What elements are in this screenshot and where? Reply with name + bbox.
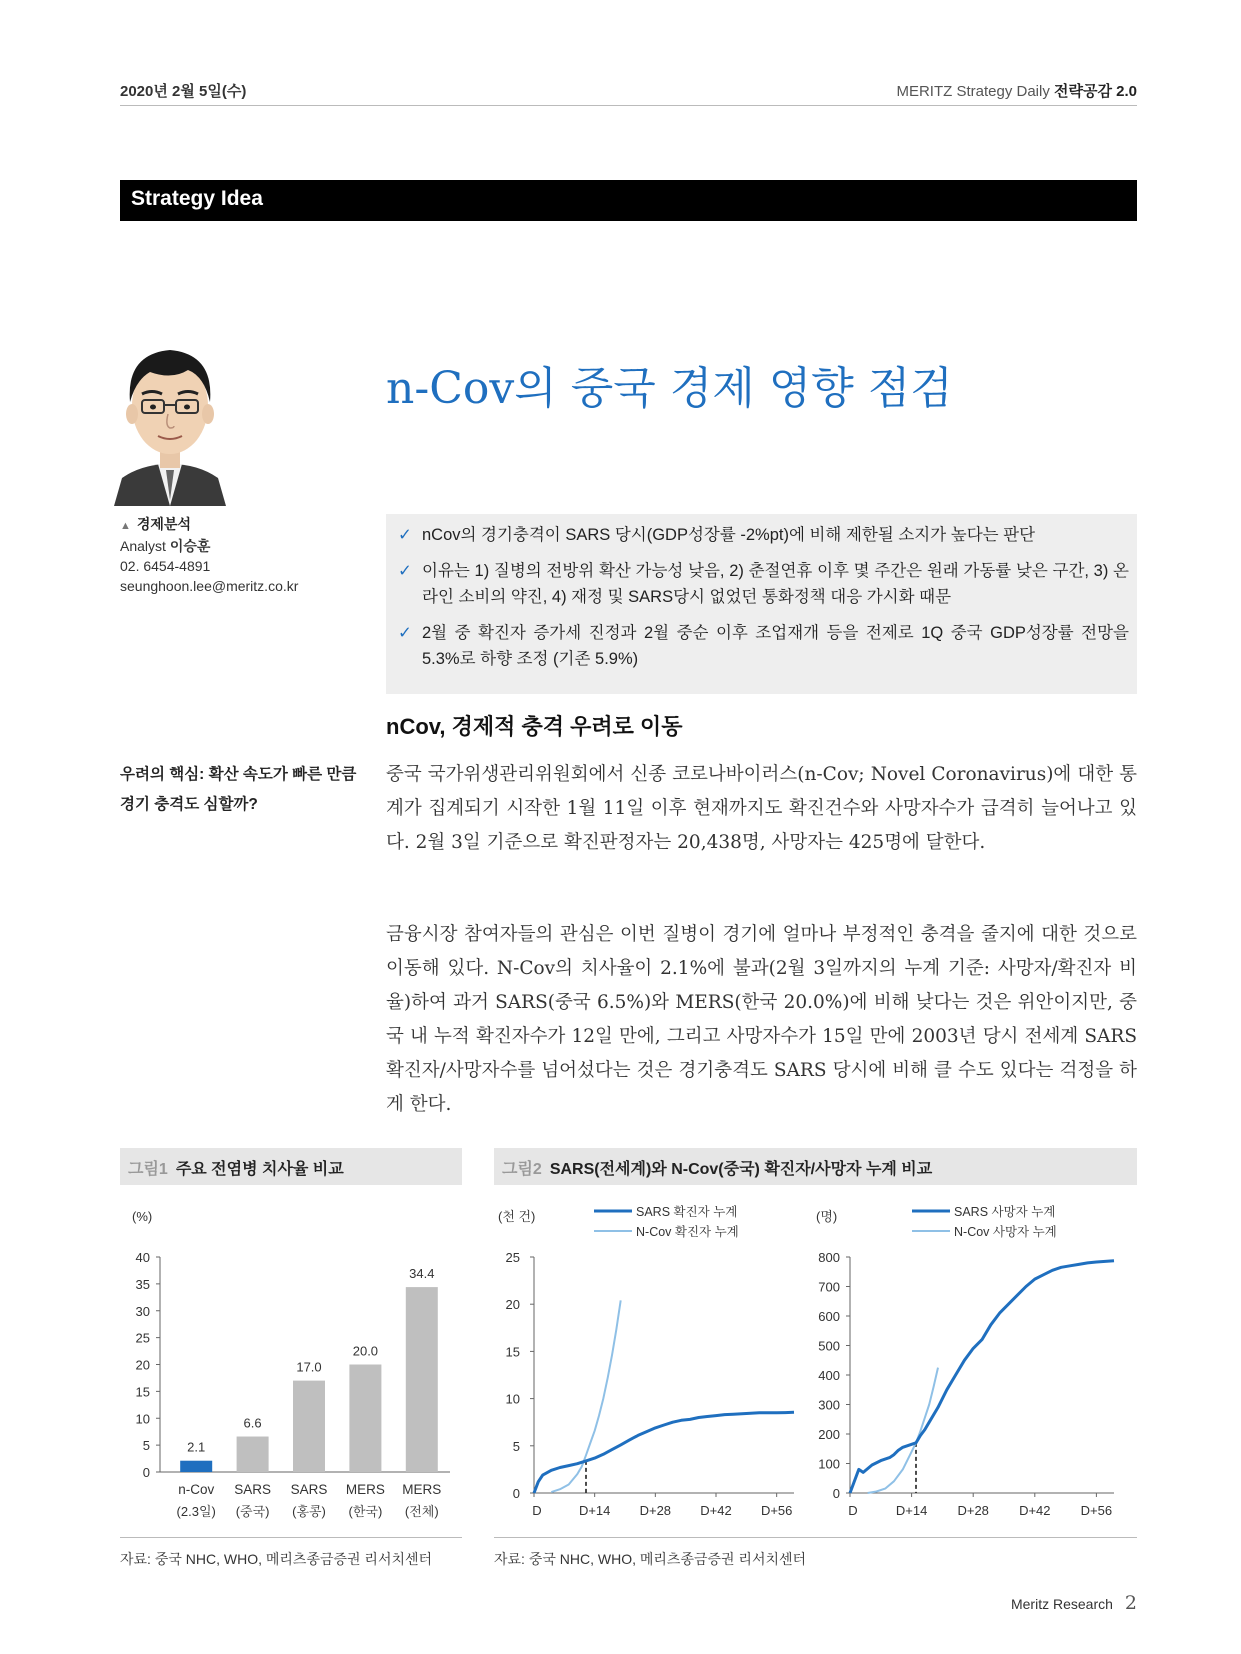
x-tick-label: D+28 <box>639 1503 672 1518</box>
x-category-label: MERS <box>345 1482 385 1497</box>
y-axis-unit: (천 건) <box>498 1209 536 1224</box>
checkmark-icon: ✓ <box>398 526 412 544</box>
x-category-sublabel: (중국) <box>235 1504 270 1519</box>
side-note: 우려의 핵심: 확산 속도가 빠른 만큼 경기 충격도 심할까? <box>120 766 357 813</box>
legend-label: N-Cov 사망자 누계 <box>954 1225 1057 1239</box>
y-axis-unit: (%) <box>132 1209 153 1224</box>
summary-text: 이유는 1) 질병의 전방위 확산 가능성 낮음, 2) 춘절연휴 이후 몇 주간은 원래 가동률 낮은 구간, 3) 온라인 소비의 약진, 4) 재정 및 SARS당시 없었던 통화정책 대응 가시화 때문 <box>422 562 1129 606</box>
bar <box>237 1437 269 1472</box>
figure1-source: 자료: 중국 NHC, WHO, 메리츠종금증권 리서치센터 <box>120 1537 462 1569</box>
publication-title: 전략공감 2.0 <box>1054 83 1137 100</box>
y-tick-label: 20 <box>135 1357 150 1373</box>
legend-label: SARS 확진자 누계 <box>636 1205 738 1219</box>
y-tick-label: 0 <box>512 1486 520 1501</box>
footer-brand: Meritz Research <box>1010 1596 1113 1612</box>
checkmark-icon: ✓ <box>398 624 412 642</box>
x-tick-label: D+14 <box>895 1503 928 1518</box>
analyst-avatar <box>112 340 228 506</box>
department-label: 경제분석 <box>136 516 191 532</box>
y-tick-label: 0 <box>142 1465 150 1480</box>
x-category-label: n-Cov <box>178 1482 215 1497</box>
section-label-bar: Strategy Idea <box>120 180 1137 221</box>
bar <box>406 1287 438 1472</box>
series-line <box>534 1412 794 1493</box>
series-line <box>850 1261 1114 1493</box>
summary-box <box>386 514 1137 694</box>
summary-item <box>398 558 1129 610</box>
x-category-label: SARS <box>234 1482 271 1497</box>
analyst-info <box>120 514 298 596</box>
bar-value-label: 6.6 <box>243 1415 262 1431</box>
legend-label: N-Cov 확진자 누계 <box>636 1225 739 1239</box>
triangle-icon: ▲ <box>120 520 131 532</box>
x-tick-label: D+56 <box>1080 1503 1113 1518</box>
x-tick-label: D+56 <box>760 1503 793 1518</box>
y-tick-label: 40 <box>135 1250 150 1265</box>
x-tick-label: D+28 <box>957 1503 989 1518</box>
page-header <box>120 76 1137 106</box>
figure2-number: 그림2 <box>502 1161 542 1178</box>
bar <box>180 1461 212 1472</box>
legend-label: SARS 사망자 누계 <box>954 1205 1056 1219</box>
figure1-title: 주요 전염병 치사율 비교 <box>175 1161 344 1178</box>
y-tick-label: 500 <box>818 1338 840 1354</box>
bar <box>349 1365 381 1473</box>
y-tick-label: 300 <box>818 1397 840 1413</box>
x-category-sublabel: (전체) <box>404 1504 439 1519</box>
summary-item <box>398 522 1129 548</box>
bar <box>293 1381 325 1472</box>
figure2-source: 자료: 중국 NHC, WHO, 메리츠종금증권 리서치센터 <box>494 1537 1137 1569</box>
bar-value-label: 20.0 <box>352 1343 379 1359</box>
figure1-header <box>120 1148 462 1185</box>
publication-name <box>896 80 1137 101</box>
body-paragraph: 중국 국가위생관리위원회에서 신종 코로나바이러스(n-Cov; Novel Coronavirus)에 대한 통계가 집계되기 시작한 1월 11일 이후 현재까지도 확진건수와 사망자수가 급격히 늘어나고 있다. 2월 3일 기준으로 확진판정자는 20,438명, 사망자는 425명에 달한다. <box>386 764 1137 853</box>
analyst-role: Analyst <box>120 538 166 554</box>
report-date: 2020년 2월 5일(수) <box>120 83 247 100</box>
page-footer <box>1011 1592 1137 1614</box>
figure1-number: 그림1 <box>128 1161 168 1178</box>
y-tick-label: 30 <box>135 1303 150 1319</box>
summary-text: 2월 중 확진자 증가세 진정과 2월 중순 이후 조업재개 등을 전제로 1Q 중국 GDP성장률 전망을 5.3%로 하향 조정 (기존 5.9%) <box>422 624 1129 668</box>
y-tick-label: 25 <box>505 1250 520 1265</box>
y-tick-label: 10 <box>505 1391 520 1407</box>
y-tick-label: 600 <box>818 1309 840 1324</box>
y-tick-label: 20 <box>505 1297 520 1313</box>
series-line <box>868 1368 938 1493</box>
publication-series: MERITZ Strategy Daily <box>896 83 1050 100</box>
confirmed-cases-line-chart <box>494 1195 812 1535</box>
x-tick-label: D <box>848 1503 858 1518</box>
checkmark-icon: ✓ <box>398 562 412 580</box>
section-heading: nCov, 경제적 충격 우려로 이동 <box>386 714 683 739</box>
bar-value-label: 2.1 <box>187 1439 206 1455</box>
x-tick-label: D+42 <box>700 1503 732 1518</box>
figure2-header <box>494 1148 1137 1185</box>
bar-value-label: 17.0 <box>296 1359 322 1375</box>
body-paragraph: 금융시장 참여자들의 관심은 이번 질병이 경기에 얼마나 부정적인 충격을 줄지에 대한 것으로 이동해 있다. N-Cov의 치사율이 2.1%에 불과(2월 3일까지의 누계 기준: 사망자/확진자 비율)하여 과거 SARS(중국 6.5%)와 MERS(한국 20.0%)에 비해 낮다는 것은 위안이지만, 중국 내 누적 확진자수가 12일 만에, 그리고 사망자수가 15일 만에 2003년 당시 전세계 SARS 확진자/사망자수를 넘어섰다는 것은 경기충격도 SARS 당시에 비해 클 수도 있다는 걱정을 하게 한다. <box>386 924 1137 1115</box>
x-tick-label: D <box>532 1503 542 1518</box>
analyst-email[interactable]: seunghoon.lee@meritz.co.kr <box>120 578 299 594</box>
y-tick-label: 100 <box>818 1456 840 1472</box>
y-tick-label: 10 <box>135 1411 150 1427</box>
x-category-label: MERS <box>402 1482 442 1497</box>
y-tick-label: 800 <box>818 1250 840 1265</box>
y-tick-label: 15 <box>135 1384 150 1400</box>
y-tick-label: 200 <box>818 1427 840 1442</box>
x-category-sublabel: (홍콩) <box>292 1504 326 1519</box>
y-tick-label: 5 <box>142 1438 150 1454</box>
fatality-rate-bar-chart <box>120 1195 462 1535</box>
analyst-name: 이승훈 <box>169 538 211 554</box>
summary-text: nCov의 경기충격이 SARS 당시(GDP성장률 -2%pt)에 비해 제한될 소지가 높다는 판단 <box>422 526 1036 544</box>
y-tick-label: 15 <box>505 1344 520 1360</box>
analyst-department <box>120 514 298 536</box>
y-tick-label: 35 <box>135 1276 150 1292</box>
report-title: n-Cov의 중국 경제 영향 점검 <box>386 363 953 414</box>
figure2-title: SARS(전세계)와 N-Cov(중국) 확진자/사망자 누계 비교 <box>549 1161 933 1178</box>
analyst-phone: 02. 6454-4891 <box>120 558 211 574</box>
analyst-name-line <box>120 536 298 556</box>
y-tick-label: 5 <box>512 1438 520 1454</box>
x-category-sublabel: (한국) <box>348 1504 383 1519</box>
x-tick-label: D+42 <box>1019 1503 1051 1518</box>
deaths-line-chart <box>812 1195 1137 1535</box>
bar-value-label: 34.4 <box>409 1266 435 1282</box>
x-tick-label: D+14 <box>578 1503 611 1518</box>
page-number: 2 <box>1124 1592 1137 1614</box>
y-tick-label: 25 <box>135 1330 150 1346</box>
y-tick-label: 0 <box>832 1486 840 1501</box>
summary-item <box>398 620 1129 672</box>
x-category-sublabel: (2.3일) <box>176 1504 216 1519</box>
y-tick-label: 700 <box>818 1279 840 1295</box>
y-axis-unit: (명) <box>816 1209 838 1224</box>
y-tick-label: 400 <box>818 1368 840 1383</box>
x-category-label: SARS <box>290 1482 328 1497</box>
